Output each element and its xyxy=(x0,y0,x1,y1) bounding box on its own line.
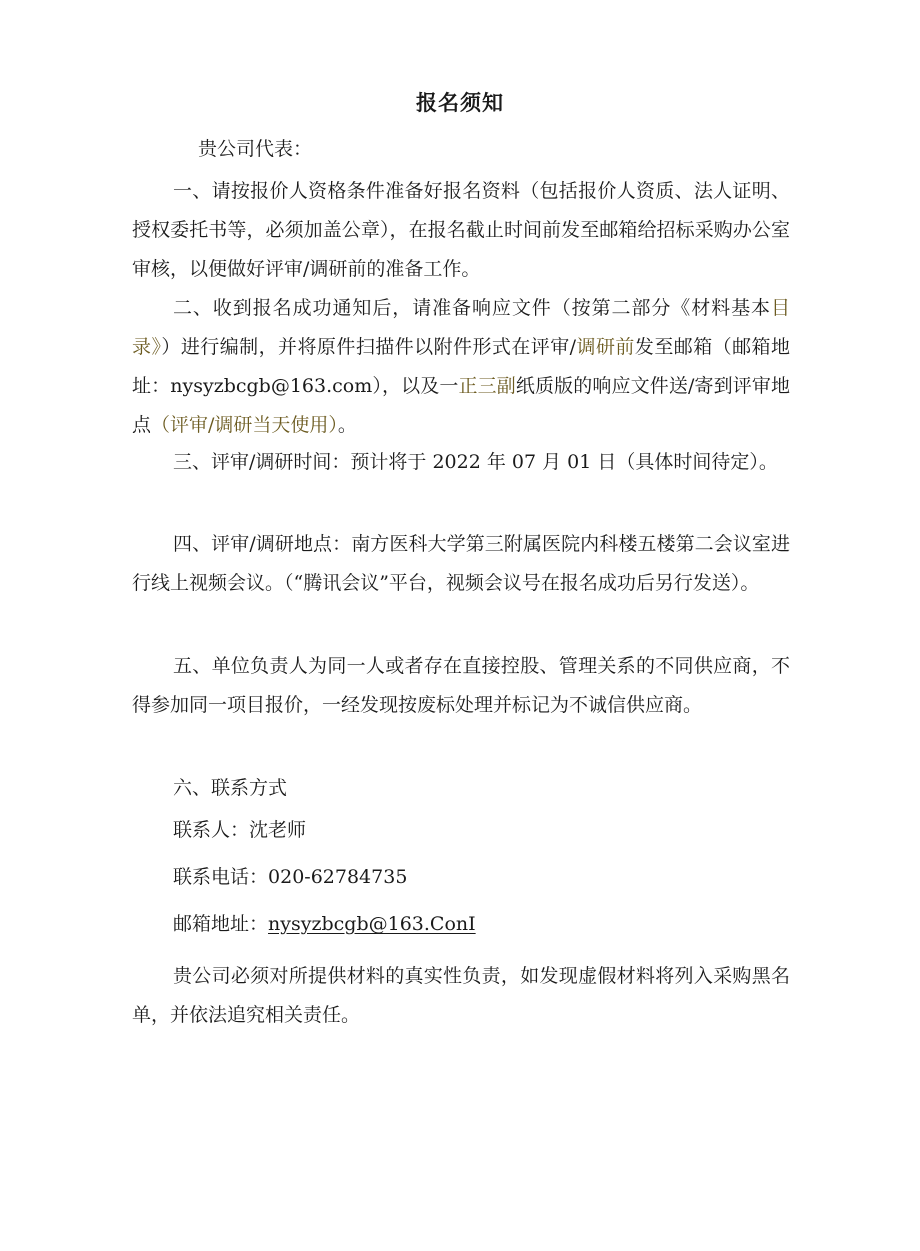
item-4-paragraph: 四、评审/调研地点：南方医科大学第三附属医院内科楼五楼第二会议室进行线上视频会议。（“腾讯会议”平台，视频会议号在报名成功后另行发送）。 xyxy=(132,533,790,594)
item-2-text-5: 。 xyxy=(337,414,357,436)
contact-person-row xyxy=(173,815,306,845)
item-2-text-2: ）进行编制，并将原件扫描件以附件形式在评审/ xyxy=(161,336,577,358)
contact-phone-value: 020-62784735 xyxy=(268,866,408,888)
contact-email-label: 邮箱地址： xyxy=(173,913,269,935)
contact-email-row xyxy=(173,909,476,939)
closing-paragraph: 贵公司必须对所提供材料的真实性负责，如发现虚假材料将列入采购黑名单，并依法追究相关责任。 xyxy=(132,965,790,1026)
page-title: 报名须知 xyxy=(416,91,504,115)
item-2-paragraph xyxy=(132,289,790,445)
item-1-paragraph: 一、请按报价人资格条件准备好报名资料（包括报价人资质、法人证明、授权委托书等，必须加盖公章），在报名截止时间前发至邮箱给招标采购办公室审核，以便做好评审/调研前的准备工作。 xyxy=(132,180,790,280)
item-2-text-1: 二、收到报名成功通知后，请准备响应文件（按第二部分《材料基本 xyxy=(173,297,771,319)
item-3-paragraph: 三、评审/调研时间：预计将于 2022 年 07 月 01 日（具体时间待定）。 xyxy=(173,451,778,473)
contact-person-label: 联系人： xyxy=(173,819,250,841)
contact-phone-row xyxy=(173,862,407,892)
greeting: 贵公司代表： xyxy=(198,138,313,160)
item-2-text-3: 发至邮箱（邮箱地址：nysyzbcgb@163.com），以及一 xyxy=(132,336,790,397)
contact-phone-label: 联系电话： xyxy=(173,866,269,888)
item-6-heading: 六、联系方式 xyxy=(173,777,288,799)
item-2-text-4: 纸质版的响应文件送/寄到评审地点 xyxy=(132,375,790,436)
contact-person-value: 沈老师 xyxy=(249,819,307,841)
item-2-highlight-usage: （评审/调研当天使用） xyxy=(151,414,338,436)
item-2-highlight-copies: 正三副 xyxy=(458,375,516,397)
item-2-highlight-catalog: 目录》 xyxy=(132,297,790,358)
item-2-highlight-before: 调研前 xyxy=(576,336,635,358)
item-5-paragraph: 五、单位负责人为同一人或者存在直接控股、管理关系的不同供应商，不得参加同一项目报价，一经发现按废标处理并标记为不诚信供应商。 xyxy=(132,655,790,716)
contact-email-link[interactable]: nysyzbcgb@163.ConI xyxy=(268,913,476,935)
